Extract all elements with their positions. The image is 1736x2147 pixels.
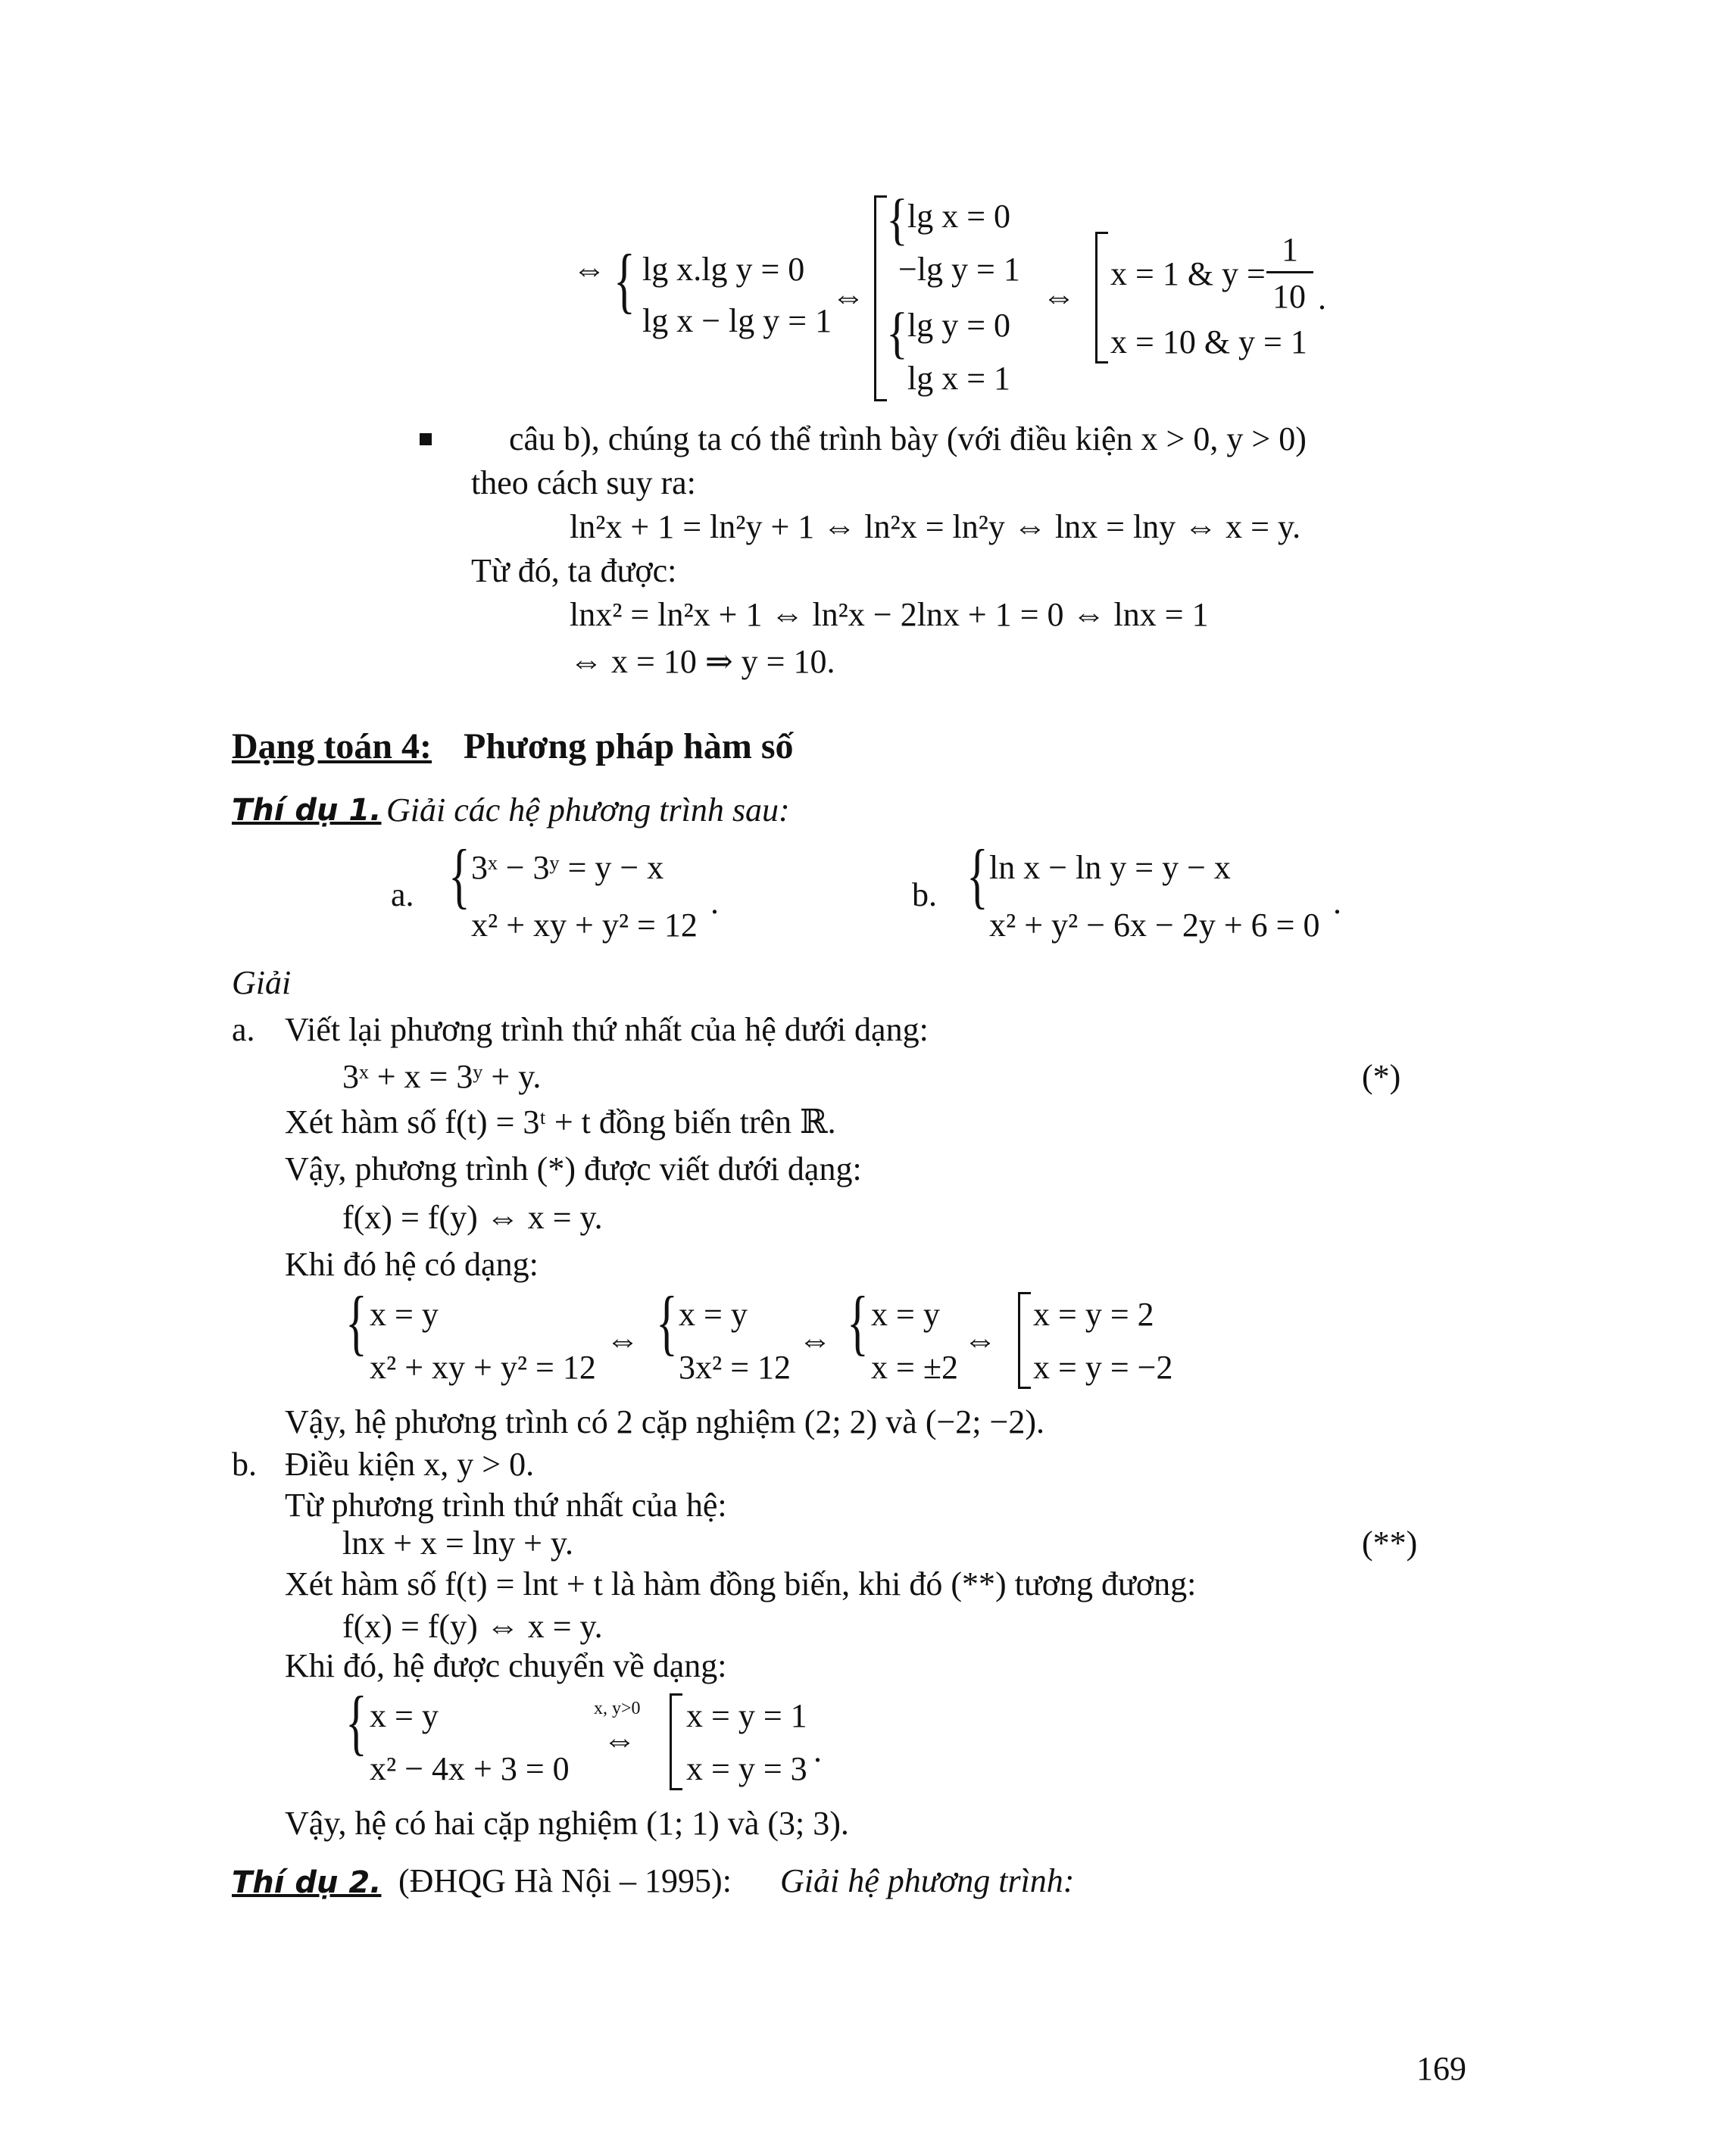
system-a3-line1: x = y [871, 1296, 940, 1333]
fraction-numerator: 1 [1282, 231, 1298, 268]
equiv-symbol: ⇔ [573, 251, 606, 288]
sys2b-line1: lg y = 0 [907, 307, 1011, 344]
period: . [1333, 884, 1341, 921]
sys1-line2: lg x − lg y = 1 [642, 302, 832, 339]
solution-a-line2: 3ˣ + x = 3ʸ + y. [342, 1058, 542, 1095]
system-a4-line1: x = y = 2 [1033, 1296, 1154, 1333]
part-b-label: b. [232, 1446, 257, 1483]
system-b-line2: x² + y² − 6x − 2y + 6 = 0 [989, 907, 1320, 944]
solution-a-line3: Xét hàm số f(t) = 3ᵗ + t đồng biến trên ℝ. [285, 1103, 836, 1141]
example-label: Thí dụ 2. [232, 1865, 382, 1900]
solution-heading: Giải [232, 964, 292, 1001]
bracket [670, 1693, 682, 1790]
brace: { [966, 835, 988, 916]
part-a-label: a. [391, 876, 414, 913]
sys2a-line2: −lg y = 1 [898, 251, 1020, 288]
equiv-symbol: ⇔ [963, 1322, 997, 1359]
brace: { [886, 188, 908, 251]
solution-b-line3: lnx + x = lny + y. [342, 1524, 574, 1562]
result-line1: x = 1 & y = [1110, 255, 1266, 292]
fraction-bar [1266, 271, 1313, 273]
section-title: Phương pháp hàm số [464, 726, 794, 766]
system-a2-line1: x = y [679, 1296, 748, 1333]
note-line2: theo cách suy ra: [471, 464, 696, 501]
system-b1-line2: x² − 4x + 3 = 0 [370, 1750, 570, 1787]
system-a-line1: 3ˣ − 3ʸ = y − x [471, 849, 664, 886]
solution-a-conclusion: Vậy, hệ phương trình có 2 cặp nghiệm (2; 2) và (−2; −2). [285, 1403, 1044, 1440]
fraction-denominator: 10 [1272, 278, 1306, 315]
solution-a-line6: Khi đó hệ có dạng: [285, 1246, 539, 1283]
system-a3-line2: x = ±2 [871, 1349, 958, 1386]
equiv-symbol: ⇔ [603, 1721, 636, 1758]
solution-b-line5: f(x) = f(y) ⇔ x = y. [342, 1608, 603, 1645]
brace: { [345, 1282, 367, 1362]
note-line3: ln²x + 1 = ln²y + 1 ⇔ ln²x = ln²y ⇔ lnx = lny ⇔ x = y. [570, 508, 1301, 545]
part-a-label: a. [232, 1011, 255, 1048]
part-b-label: b. [912, 876, 937, 913]
brace: { [345, 1682, 367, 1762]
period: . [710, 884, 719, 921]
system-a1-line1: x = y [370, 1296, 439, 1333]
bullet-icon [420, 433, 432, 445]
system-b1-line1: x = y [370, 1697, 439, 1734]
page-number: 169 [1416, 2050, 1466, 2087]
equiv-symbol: ⇔ [832, 278, 865, 315]
sys1-line1: lg x.lg y = 0 [642, 251, 805, 288]
solution-b-line2: Từ phương trình thứ nhất của hệ: [285, 1487, 727, 1524]
bracket [1095, 232, 1108, 364]
system-a2-line2: 3x² = 12 [679, 1349, 792, 1386]
solution-b-conclusion: Vậy, hệ có hai cặp nghiệm (1; 1) và (3; 3). [285, 1805, 849, 1842]
solution-a-line5: f(x) = f(y) ⇔ x = y. [342, 1199, 603, 1236]
result-line2: x = 10 & y = 1 [1110, 323, 1307, 360]
bracket [874, 195, 887, 401]
equation-tag: (*) [1362, 1058, 1401, 1095]
note-line6: ⇔ x = 10 ⇒ y = 10. [570, 643, 835, 680]
solution-a-line1: Viết lại phương trình thứ nhất của hệ dưới dạng: [285, 1011, 929, 1048]
section-label: Dạng toán 4: [232, 726, 432, 766]
system-a1-line2: x² + xy + y² = 12 [370, 1349, 596, 1386]
equiv-symbol: ⇔ [798, 1322, 832, 1359]
note-line5: lnx² = ln²x + 1 ⇔ ln²x − 2lnx + 1 = 0 ⇔ lnx = 1 [570, 596, 1209, 633]
equiv-symbol: ⇔ [1042, 278, 1076, 315]
equation-tag: (**) [1362, 1524, 1418, 1562]
brace: { [656, 1282, 678, 1362]
system-b-line1: ln x − ln y = y − x [989, 849, 1231, 886]
brace: { [886, 301, 908, 364]
sys2b-line2: lg x = 1 [907, 360, 1011, 397]
solution-a-line4: Vậy, phương trình (*) được viết dưới dạng: [285, 1150, 862, 1187]
solution-b-line4: Xét hàm số f(t) = lnt + t là hàm đồng biến, khi đó (**) tương đương: [285, 1565, 1197, 1602]
period: . [1318, 279, 1326, 317]
solution-b-line6: Khi đó, hệ được chuyển về dạng: [285, 1647, 727, 1684]
example-source: (ĐHQG Hà Nội – 1995): [398, 1862, 732, 1899]
brace: { [847, 1282, 869, 1362]
example-prompt: Giải hệ phương trình: [780, 1862, 1075, 1899]
bracket [1018, 1292, 1031, 1389]
brace: { [614, 240, 635, 320]
note-line1: câu b), chúng ta có thể trình bày (với điều kiện x > 0, y > 0) [509, 420, 1307, 457]
condition-label: x, y>0 [594, 1699, 641, 1718]
example-label: Thí dụ 1. [232, 793, 382, 828]
equiv-symbol: ⇔ [606, 1322, 639, 1359]
example-prompt: Giải các hệ phương trình sau: [386, 791, 790, 829]
system-b2-line1: x = y = 1 [686, 1697, 807, 1734]
note-line4: Từ đó, ta được: [471, 552, 677, 589]
system-a4-line2: x = y = −2 [1033, 1349, 1173, 1386]
system-a-line2: x² + xy + y² = 12 [471, 907, 698, 944]
sys2a-line1: lg x = 0 [907, 198, 1011, 235]
solution-b-line1: Điều kiện x, y > 0. [285, 1446, 535, 1483]
system-b2-line2: x = y = 3 [686, 1750, 807, 1787]
brace: { [448, 835, 470, 916]
period: . [813, 1732, 822, 1769]
